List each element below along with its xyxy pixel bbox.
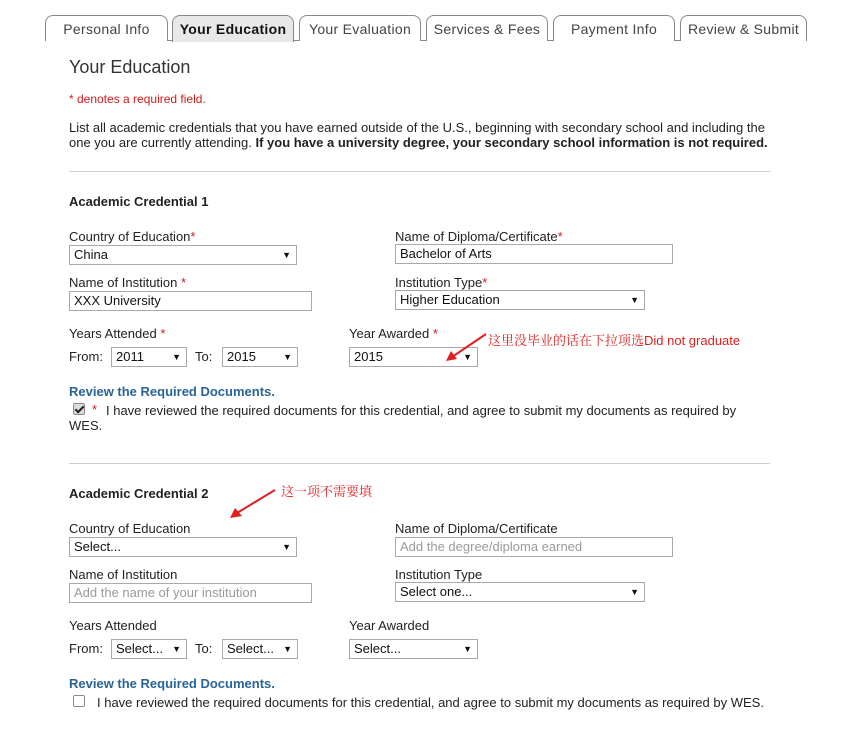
c2-institution-input[interactable]: Add the name of your institution [69, 583, 312, 603]
c1-review-documents-link[interactable]: Review the Required Documents. [69, 384, 275, 399]
c1-type-label: Institution Type* [395, 275, 488, 290]
c1-agree-required-star: * [92, 402, 98, 417]
chevron-down-icon: ▼ [172, 644, 181, 654]
c2-from-select[interactable]: Select... ▼ [111, 639, 187, 659]
c1-agree-text: I have reviewed the required documents for this credential, and agree to submit my documents as required by WES. [69, 403, 737, 433]
c1-from-label: From: [69, 349, 103, 364]
c2-years-label: Years Attended [69, 618, 157, 633]
annotation-arrow-1 [440, 330, 490, 364]
c2-diploma-input[interactable]: Add the degree/diploma earned [395, 537, 673, 557]
credential-1-heading: Academic Credential 1 [69, 194, 209, 209]
c1-awarded-select[interactable]: 2015 ▼ [349, 347, 478, 367]
tab-bar [0, 15, 846, 42]
c2-institution-label: Name of Institution [69, 567, 178, 582]
tab-your-evaluation[interactable]: Your Evaluation [299, 15, 421, 41]
chevron-down-icon: ▼ [172, 352, 181, 362]
annotation-arrow-2 [225, 486, 280, 522]
c1-institution-label: Name of Institution * [69, 275, 187, 290]
c1-years-label: Years Attended * [69, 326, 166, 341]
c2-country-label: Country of Education [69, 521, 191, 536]
c1-country-label: Country of Education* [69, 229, 196, 244]
c1-from-select[interactable]: 2011 ▼ [111, 347, 187, 367]
c1-diploma-input[interactable]: Bachelor of Arts [395, 244, 673, 264]
tab-services-fees[interactable]: Services & Fees [426, 15, 548, 41]
tab-payment-info[interactable]: Payment Info [553, 15, 675, 41]
c2-agree-text: I have reviewed the required documents for this credential, and agree to submit my documents as required by WES. [97, 695, 764, 710]
c1-country-select[interactable]: China ▼ [69, 245, 297, 265]
c2-to-select[interactable]: Select... ▼ [222, 639, 298, 659]
c2-to-label: To: [195, 641, 213, 656]
annotation-note-2: 这一项不需要填 [281, 484, 373, 499]
chevron-down-icon: ▼ [630, 295, 639, 305]
c2-country-select[interactable]: Select... ▼ [69, 537, 297, 557]
credential-2-heading: Academic Credential 2 [69, 486, 209, 501]
c2-type-label: Institution Type [395, 567, 483, 582]
chevron-down-icon: ▼ [630, 587, 639, 597]
chevron-down-icon: ▼ [283, 352, 292, 362]
c2-awarded-select[interactable]: Select... ▼ [349, 639, 478, 659]
c1-diploma-label: Name of Diploma/Certificate* [395, 229, 563, 244]
c2-review-documents-link[interactable]: Review the Required Documents. [69, 676, 275, 691]
chevron-down-icon: ▼ [282, 250, 291, 260]
section-divider [69, 171, 770, 172]
c1-type-select[interactable]: Higher Education ▼ [395, 290, 645, 310]
chevron-down-icon: ▼ [282, 542, 291, 552]
intro-paragraph [69, 120, 779, 150]
chevron-down-icon: ▼ [463, 352, 472, 362]
annotation-note-1: 这里没毕业的话在下拉项选Did not graduate [488, 333, 741, 348]
intro-text: List all academic credentials that you have earned outside of the U.S., beginning with secondary school and including the one you are currently attending. [69, 120, 765, 150]
c2-from-label: From: [69, 641, 103, 656]
c1-institution-input[interactable]: XXX University [69, 291, 312, 311]
section-divider [69, 463, 770, 464]
c2-type-select[interactable]: Select one... ▼ [395, 582, 645, 602]
c1-to-label: To: [195, 349, 213, 364]
page-title: Your Education [69, 57, 191, 77]
tab-review-submit[interactable]: Review & Submit [680, 15, 807, 41]
tab-your-education[interactable]: Your Education [172, 15, 294, 42]
c2-diploma-label: Name of Diploma/Certificate [395, 521, 558, 536]
chevron-down-icon: ▼ [463, 644, 472, 654]
chevron-down-icon: ▼ [283, 644, 292, 654]
intro-bold-text: If you have a university degree, your secondary school information is not required. [255, 135, 768, 150]
c1-awarded-label: Year Awarded * [349, 326, 438, 341]
required-note: * denotes a required field. [69, 92, 206, 106]
c2-awarded-label: Year Awarded [349, 618, 430, 633]
c1-to-select[interactable]: 2015 ▼ [222, 347, 298, 367]
tab-personal-info[interactable]: Personal Info [45, 15, 168, 41]
